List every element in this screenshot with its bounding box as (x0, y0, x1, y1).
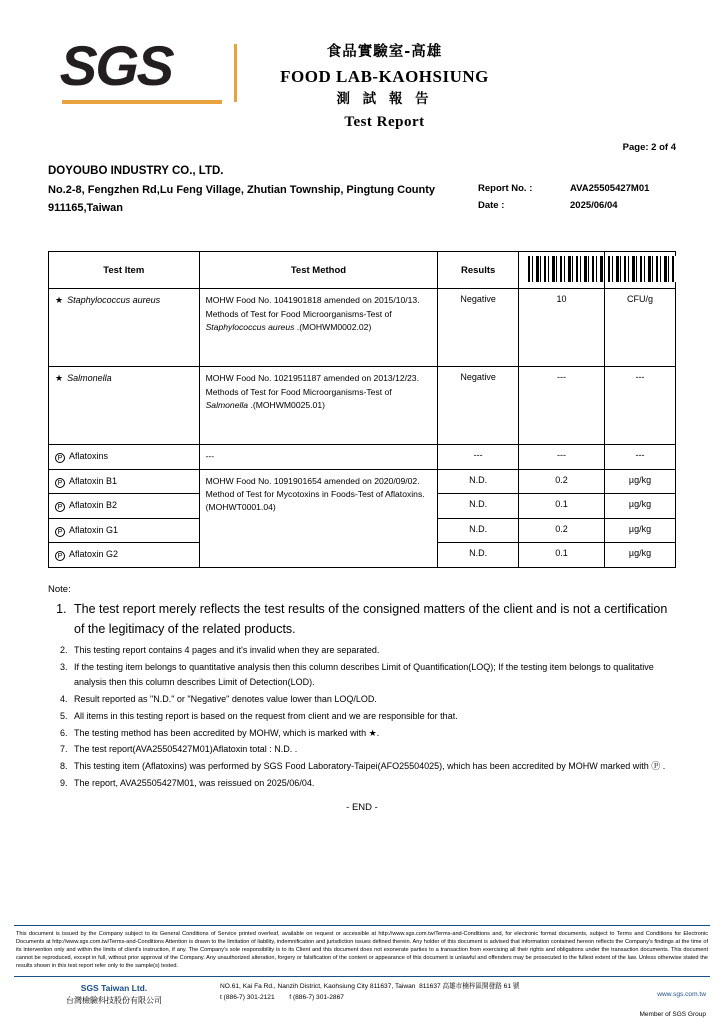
footer-website[interactable]: www.sgs.com.tw (657, 991, 706, 998)
note-item: 6. The testing method has been accredited by MOHW, which is marked with ★. (70, 726, 676, 742)
cell-test-method: --- (199, 445, 438, 470)
report-no-row (478, 180, 676, 197)
sgs-logo-text: SGS (58, 34, 174, 97)
note-item: 5. All items in this testing report is based on the request from client and we are responsible for that. (70, 709, 676, 725)
footer-address-en: NO.61, Kai Fa Rd., Nanzih District, Kaohsiung City 811637, Taiwan (220, 983, 416, 991)
cell-result: N.D. (438, 494, 519, 519)
note-item: 8. This testing item (Aflatoxins) was performed by SGS Food Laboratory-Taipei(AFO25504025), which has been accredited by MOHW marked with Ⓟ . (70, 759, 676, 775)
test-results-table (48, 251, 676, 568)
report-title-cn: 測 試 報 告 (336, 91, 433, 108)
cell-unit: µg/kg (605, 543, 676, 568)
test-item-name: Staphylococcus aureus (67, 295, 161, 306)
cell-result: Negative (438, 289, 519, 367)
footer-address (214, 982, 710, 1003)
note-item: 3. If the testing item belongs to quantitative analysis then this column describes Limit of Quantification(LOQ); If the testing item belongs to qualitative analysis then this column describes Limit of Detection(LOD). (70, 660, 676, 692)
page-footer (0, 925, 724, 1024)
footer-address-cn: 811637 高雄市楠梓區開發路 61 號 (419, 983, 520, 991)
cell-test-item (49, 445, 200, 470)
test-item-name: Salmonella (67, 373, 112, 384)
footer-company-en: SGS Taiwan Ltd. (80, 983, 148, 994)
p-mark-icon: P (55, 527, 65, 537)
lab-name-en: FOOD LAB-KAOHSIUNG (280, 66, 489, 86)
report-no-value: AVA25505427M01 (570, 183, 650, 194)
cell-test-item (49, 469, 200, 494)
cell-test-method: MOHW Food No. 1041901818 amended on 2015/10/13. Methods of Test for Food Microorganisms-Test of Staphylococcus aureus .(MOHWM0002.02) (199, 289, 438, 367)
lab-name-cn: 食品實驗室-高雄 (326, 44, 443, 60)
cell-loq: 0.1 (518, 543, 604, 568)
p-mark-icon: P (55, 453, 65, 463)
p-mark-icon: P (55, 551, 65, 561)
client-address (48, 162, 478, 217)
date-value: 2025/06/04 (570, 200, 618, 212)
cell-unit: CFU/g (605, 289, 676, 367)
notes-list (48, 599, 676, 792)
test-item-name: Aflatoxins (69, 451, 109, 462)
test-item-name: Aflatoxin G2 (69, 549, 119, 560)
client-info-block (48, 162, 676, 217)
cell-result: --- (438, 445, 519, 470)
client-address-line2: 911165,Taiwan (48, 202, 124, 215)
cell-loq: 0.2 (518, 469, 604, 494)
note-item: 4. Result reported as "N.D." or "Negative" denotes value lower than LOQ/LOD. (70, 692, 676, 708)
client-address-line1: No.2-8, Fengzhen Rd,Lu Feng Village, Zhutian Township, Pingtung County (48, 183, 436, 196)
footer-contact (14, 976, 710, 1007)
header-results: Results (438, 252, 519, 289)
cell-loq: 0.2 (518, 518, 604, 543)
note-item: 2. This testing report contains 4 pages and it's invalid when they are separated. (70, 643, 676, 659)
cell-unit: µg/kg (605, 469, 676, 494)
note-item: 9. The report, AVA25505427M01, was reissued on 2025/06/04. (70, 776, 676, 792)
report-header (48, 0, 676, 130)
cell-unit: --- (605, 445, 676, 470)
cell-unit: --- (605, 367, 676, 445)
test-item-name: Aflatoxin B1 (69, 475, 118, 486)
notes-heading: Note: (48, 583, 71, 595)
cell-test-method: MOHW Food No. 1091901654 amended on 2020/09/02. Method of Test for Mycotoxins in Foods-Test of Aflatoxins.(MOHWT0001.04) (199, 469, 438, 567)
cell-test-item (49, 289, 200, 367)
cell-result: Negative (438, 367, 519, 445)
cell-test-item (49, 543, 200, 568)
cell-unit: µg/kg (605, 518, 676, 543)
cell-loq: 10 (518, 289, 604, 367)
test-item-name: Aflatoxin G1 (69, 524, 119, 535)
report-title-en: Test Report (344, 113, 425, 130)
footer-company-cn: 台灣檢驗科技股份有限公司 (66, 996, 162, 1005)
cell-test-item (49, 367, 200, 445)
page-number: Page: 2 of 4 (622, 142, 676, 153)
cell-test-item (49, 518, 200, 543)
cell-test-item (49, 494, 200, 519)
table-row (49, 445, 676, 470)
cell-result: N.D. (438, 543, 519, 568)
accredited-star-icon: ★ (55, 373, 64, 384)
report-no-label: Report No. : (478, 183, 533, 194)
table-row (49, 367, 676, 445)
sgs-logo (48, 34, 243, 104)
legal-text: This document is issued by the Company subject to its General Conditions of Service printed overleaf, available on request or accessible at http://www.sgs.com.tw/Terms-and-Conditions and, for electronic format documents, subject to Terms and Conditions for Electronic Documents at http://www.sgs.com.tw/Terms-and-Conditions Attention is drawn to the limitation of liability, indemnification and jurisdiction issues defined therein. Any holder of this document is advised that information contained hereon reflects the Company's findings at the time of its intervention only and within the limits of client's instruction, if any. The Company's sole responsibility is to its Client and this document does not exonerate parties to a transaction from exercising all their rights and obligations under the transaction documents. This document cannot be reproduced, except in full, without prior approval of the Company. Any unauthorized alteration, forgery or falsification of the content or appearance of this document is unlawful and offenders may be prosecuted to the fullest extent of the law. Unless otherwise stated the results shown in this test report refer only to the sample(s) tested. (16, 930, 708, 970)
logo-accent-tick (234, 44, 237, 102)
p-mark-icon: P (55, 478, 65, 488)
cell-loq: --- (518, 367, 604, 445)
client-company: DOYOUBO INDUSTRY CO., LTD. (48, 165, 224, 177)
accredited-star-icon: ★ (55, 295, 64, 306)
table-row (49, 469, 676, 494)
report-meta (478, 162, 676, 214)
barcode (528, 256, 676, 282)
date-label: Date : (478, 200, 505, 212)
note-item: 7. The test report(AVA25505427M01)Aflatoxin total : N.D. . (70, 742, 676, 758)
footer-member: Member of SGS Group (639, 1011, 706, 1018)
date-row (478, 197, 676, 214)
header-test-item: Test Item (49, 252, 200, 289)
p-mark-icon: P (55, 502, 65, 512)
report-title-block (243, 38, 526, 133)
cell-test-method: MOHW Food No. 1021951187 amended on 2013/12/23. Methods of Test for Food Microorganisms-Test of Salmonella .(MOHWM0025.01) (199, 367, 438, 445)
header-test-method: Test Method (199, 252, 438, 289)
logo-accent-bar (62, 100, 222, 104)
test-item-name: Aflatoxin B2 (69, 500, 118, 511)
cell-result: N.D. (438, 518, 519, 543)
cell-loq: 0.1 (518, 494, 604, 519)
note-item: 1. The test report merely reflects the test results of the consigned matters of the client and is not a certification of the legitimacy of the related products. (70, 599, 676, 639)
end-marker: - END - (346, 801, 378, 813)
footer-company (14, 982, 214, 1007)
table-row (49, 289, 676, 367)
footer-divider (14, 925, 710, 926)
footer-fax: f (886-7) 301-2867 (289, 993, 344, 1001)
cell-unit: µg/kg (605, 494, 676, 519)
footer-tel: t (886-7) 301-2121 (220, 993, 275, 1001)
cell-result: N.D. (438, 469, 519, 494)
cell-loq: --- (518, 445, 604, 470)
